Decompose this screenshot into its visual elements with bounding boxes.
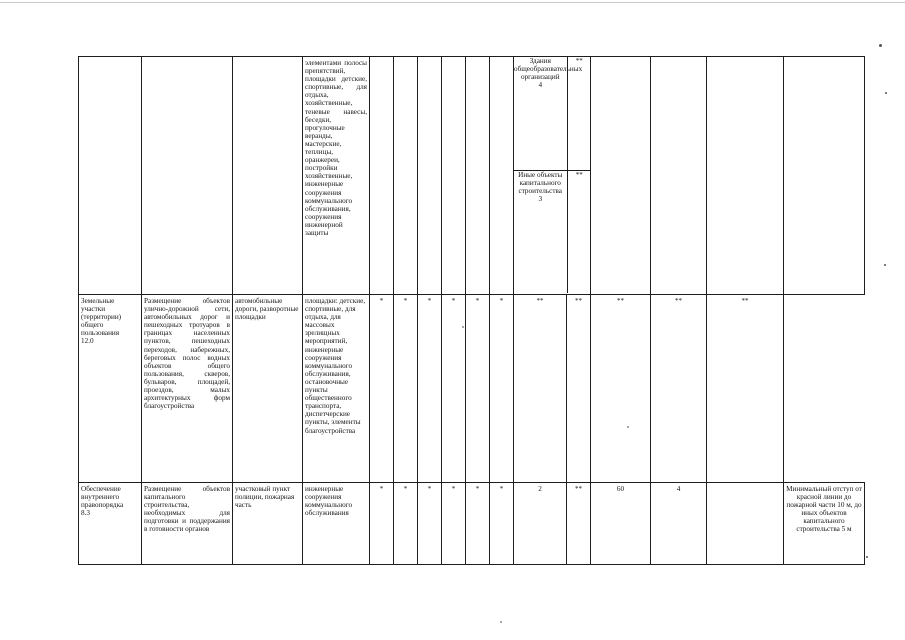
scan-speck — [879, 44, 882, 47]
table-row — [79, 295, 865, 483]
zone-name: Обеспечение внутреннего правопорядка — [81, 485, 124, 510]
zone-code: 12.0 — [81, 337, 94, 346]
mark-cell: * — [490, 483, 514, 565]
scan-speck — [462, 326, 464, 328]
note-cell: Минимальный отступ от красной линии до пожарной части 10 м, до иных объектов капитального строительства 5 м — [784, 483, 865, 565]
scan-speck — [627, 426, 629, 428]
empty-cell — [707, 483, 784, 565]
mark-cell: ** — [651, 295, 707, 483]
mark-cell: * — [394, 295, 418, 483]
sub-row-b — [514, 170, 567, 293]
sub-a-value: 4 — [538, 81, 543, 90]
mark-cell: * — [442, 483, 466, 565]
scan-speck — [866, 556, 868, 558]
main-objects-cell — [233, 57, 303, 295]
param-cell — [394, 57, 418, 295]
param-cell — [370, 57, 394, 295]
param-cell — [651, 57, 707, 295]
mark-cell: ** — [591, 295, 651, 483]
mark-cell: * — [418, 295, 442, 483]
description-cell: Размещение объектов капитального строительства, необходимых для подготовки и поддержания в готовности органов — [142, 483, 233, 565]
main-objects-cell: автомобильные дороги, разворотные площадки — [233, 295, 303, 483]
auxiliary-objects-cell: площадки: детские, спортивные, для отдыха, для массовых зрелищных мероприятий, инженерные сооружения коммунального обслуживания, остановочные пункты общественного транспорта, диспетчерские пункты, элементы благоустройства — [303, 295, 370, 483]
mark-cell: * — [370, 295, 394, 483]
sub-b-value: 3 — [538, 194, 543, 203]
mark-cell: ** — [567, 483, 591, 565]
param-cell — [490, 57, 514, 295]
zone-cell — [79, 483, 142, 565]
table-row — [79, 57, 865, 295]
param-cell — [442, 57, 466, 295]
mark-cell: * — [466, 295, 490, 483]
param-cell — [466, 57, 490, 295]
zone-code: 8.3 — [81, 509, 90, 518]
auxiliary-objects-cell: элементами полосы препятствий, площадки детские, спортивные, для отдыха, хозяйственные, теневые навесы, беседки, прогулочные веранды, мастерские, теплицы, оранжереи, постройки хозяйственные, инженерные сооружения коммунального обслуживания, сооружения инженерной защиты — [303, 57, 370, 295]
mark-cell: * — [370, 483, 394, 565]
sub-b-mark: ** — [575, 170, 583, 179]
page-top-edge — [0, 2, 905, 3]
mark-cell: ** — [567, 295, 591, 483]
floors-cell: 2 — [514, 483, 567, 565]
param-cell — [784, 57, 865, 295]
sub-row-a — [514, 57, 583, 170]
floors-subtable — [514, 57, 591, 293]
zoning-regulations-table — [78, 56, 865, 565]
table-row — [79, 483, 865, 565]
zone-cell — [79, 57, 142, 295]
mark-cell: * — [466, 483, 490, 565]
param-cell — [418, 57, 442, 295]
sub-a-label: Здания общеобразовательных организаций — [514, 57, 583, 82]
main-objects-cell: участковый пункт полиции, пожарная часть — [233, 483, 303, 565]
mark-cell: * — [442, 295, 466, 483]
mark-cell: ** — [707, 295, 784, 483]
scan-speck — [884, 264, 886, 266]
floors-subtable-cell — [514, 57, 591, 295]
zone-name: Земельные участки (территории) общего пользования — [81, 297, 122, 338]
auxiliary-objects-cell: инженерные сооружения коммунального обслуживания — [303, 483, 370, 565]
mark-cell: * — [418, 483, 442, 565]
sub-a-mark: ** — [567, 57, 591, 170]
param-cell — [591, 57, 651, 295]
description-cell — [142, 57, 233, 295]
scan-speck — [500, 621, 502, 623]
scan-speck — [885, 92, 887, 94]
description-cell: Размещение объектов улично-дорожной сети, автомобильных дорог и пешеходных тротуаров в границах населенных пунктов, пешеходных переходов, набережных, береговых полос водных объектов общего пользования, скверов, бульваров, площадей, проездов, малых архитектурных форм благоустройства — [142, 295, 233, 483]
coverage-cell: 60 — [591, 483, 651, 565]
param-cell — [707, 57, 784, 295]
setback-cell: 4 — [651, 483, 707, 565]
mark-cell: * — [394, 483, 418, 565]
mark-cell: ** — [514, 295, 567, 483]
sub-b-label: Иные объекты капитального строительства — [518, 170, 563, 195]
mark-cell: * — [490, 295, 514, 483]
zone-cell — [79, 295, 142, 483]
